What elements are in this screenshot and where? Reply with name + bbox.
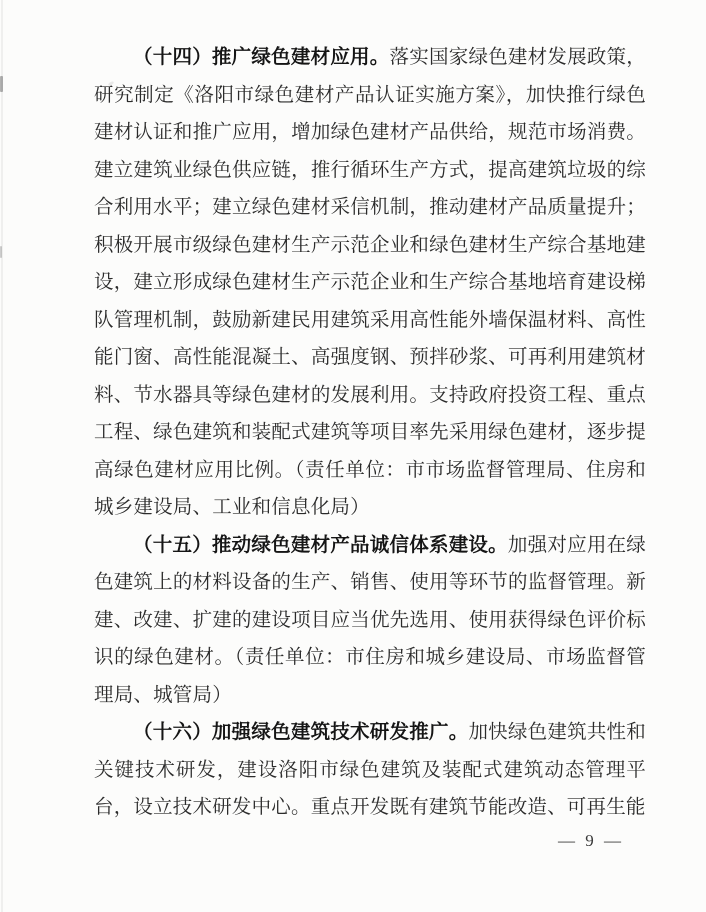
paragraph-heading: （十六）加强绿色建筑技术研发推广。 — [133, 722, 469, 743]
scan-edge-line — [1, 0, 3, 912]
scan-artifact — [0, 246, 2, 258]
responsibility-note: （责任单位：市市场监督管理局、住房和城乡建设局、工业和信息化局） — [94, 459, 646, 518]
paragraph-item-16 — [94, 714, 646, 827]
scan-artifact — [0, 76, 3, 92]
paragraph-text: 落实国家绿色建材发展政策，研究制定《洛阳市绿色建材产品认证实施方案》，加快推行绿色建材认证和推广应用，增加绿色建材产品供给，规范市场消费。建立建筑业绿色供应链，推行循环生产方式，提高建筑垃圾的综合利用水平；建立绿色建材采信机制，推动建材产品质量提升；积极开展市级绿色建材生产示范企业和绿色建材生产综合基地建设，建立形成绿色建材生产示范企业和生产综合基地培育建设梯队管理机制，鼓励新建民用建筑采用高性能外墙保温材料、高性能门窗、高性能混凝土、高强度钢、预拌砂浆、可再利用建筑材料、节水器具等绿色建材的发展利用。支持政府投资工程、重点工程、绿色建筑和装配式建筑等项目率先采用绿色建材，逐步提高绿色建材应用比例。 — [94, 47, 646, 481]
paragraph-text: 加强对应用在绿色建筑上的材料设备的生产、销售、使用等环节的监督管理。新建、改建、扩建的建设项目应当优先选用、使用获得绿色评价标识的绿色建材。 — [94, 534, 646, 668]
document-body — [94, 39, 646, 827]
page-number: — 9 — — [558, 831, 624, 850]
responsibility-note: （责任单位：市住房和城乡建设局、市场监督管理局、城管局） — [94, 647, 646, 706]
paragraph-item-15 — [94, 527, 646, 715]
paragraph-text: 加快绿色建筑共性和关键技术研发，建设洛阳市绿色建筑及装配式建筑动态管理平台，设立技术研发中心。重点开发既有建筑节能改造、可再生能 — [94, 722, 646, 818]
paragraph-heading: （十四）推广绿色建材应用。 — [133, 47, 390, 68]
paragraph-item-14 — [94, 39, 646, 527]
paragraph-heading: （十五）推动绿色建材产品诚信体系建设。 — [133, 534, 508, 556]
